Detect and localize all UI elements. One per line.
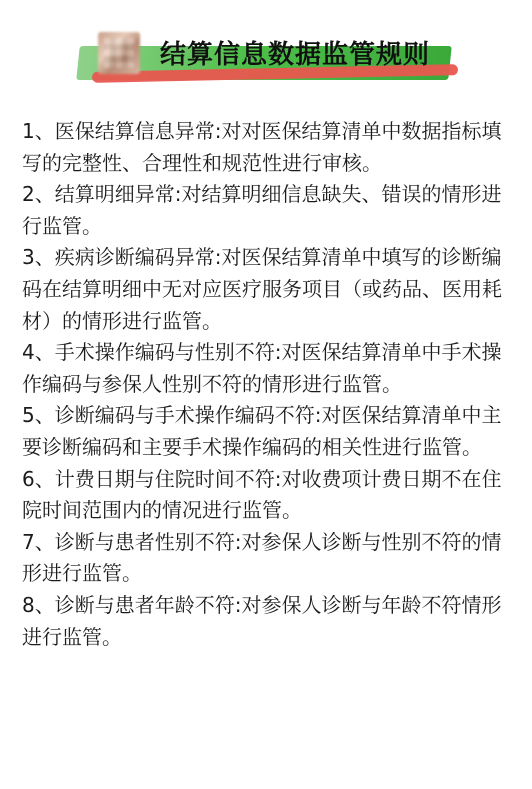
rules-list [22, 116, 508, 653]
rule-item-4: 4、手术操作编码与性别不符:对医保结算清单中手术操作编码与参保人性别不符的情形进行监管。 [22, 340, 502, 396]
rule-item-2: 2、结算明细异常:对结算明细信息缺失、错误的情形进行监管。 [22, 182, 502, 238]
rule-item-8: 8、诊断与患者年龄不符:对参保人诊断与年龄不符情形进行监管。 [22, 592, 502, 649]
rule-item-5: 5、诊断编码与手术操作编码不符:对医保结算清单中主要诊断编码和主要手术操作编码的相关性进行监管。 [22, 403, 502, 459]
title-banner [78, 28, 468, 84]
rule-item-3: 3、疾病诊断编码异常:对医保结算清单中填写的诊断编码在结算明细中无对应医疗服务项目（或药品、医用耗材）的情形进行监管。 [22, 245, 502, 333]
rule-item-6: 6、计费日期与住院时间不符:对收费项计费日期不在住院时间范围内的情况进行监管。 [22, 466, 502, 523]
rule-item-1: 1、医保结算信息异常:对对医保结算清单中数据指标填写的完整性、合理性和规范性进行审核。 [22, 119, 502, 175]
page-title: 结算信息数据监管规则 [160, 40, 431, 70]
blurred-avatar-icon [98, 32, 140, 74]
rule-item-7: 7、诊断与患者性别不符:对参保人诊断与性别不符的情形进行监管。 [22, 529, 502, 586]
